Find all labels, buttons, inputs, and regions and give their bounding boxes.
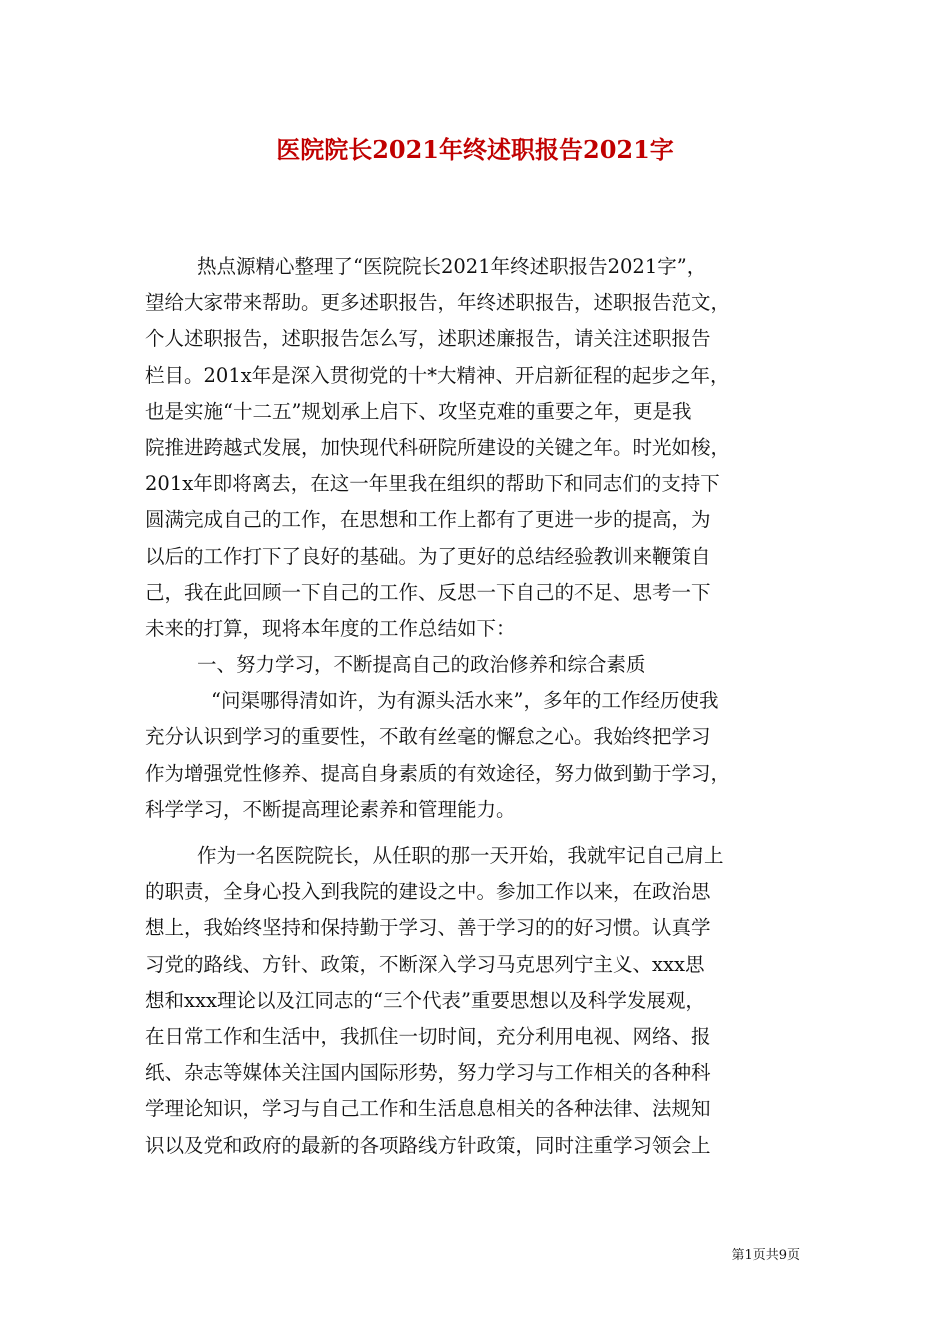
- body-line: 在日常工作和生活中，我抓住一切时间，充分利用电视、网络、报: [145, 1024, 711, 1048]
- body-line: 栏目。201x年是深入贯彻党的十*大精神、开启新征程的起步之年，: [145, 363, 730, 387]
- body-line: 习党的路线、方针、政策，不断深入学习马克思列宁主义、xxx思: [145, 952, 705, 976]
- body-line: 识以及党和政府的最新的各项路线方针政策，同时注重学习领会上: [145, 1133, 711, 1157]
- body-line: 想和xxx理论以及江同志的“三个代表”重要思想以及科学发展观，: [145, 988, 705, 1012]
- body-line: 纸、杂志等媒体关注国内国际形势，努力学习与工作相关的各种科: [145, 1061, 711, 1085]
- body-line: 的职责，全身心投入到我院的建设之中。参加工作以来，在政治思: [145, 880, 711, 904]
- body-line: 热点源精心整理了“医院院长2021年终述职报告2021字”，: [197, 255, 707, 278]
- body-line: 望给大家带来帮助。更多述职报告，年终述职报告，述职报告范文，: [145, 291, 731, 315]
- page-number: 第1页共9页: [731, 1248, 800, 1263]
- body-line: 科学学习，不断提高理论素养和管理能力。: [145, 797, 516, 821]
- body-line: 学理论知识，学习与自己工作和生活息息相关的各种法律、法规知: [145, 1097, 711, 1121]
- body-line: 也是实施“十二五”规划承上启下、攻坚克难的重要之年，更是我: [145, 399, 692, 423]
- document-body: [145, 249, 810, 1164]
- body-line: “问渠哪得清如许，为有源头活水来”，多年的工作经历使我: [211, 689, 719, 713]
- body-line: 作为增强党性修养、提高自身素质的有效途径，努力做到勤于学习，: [145, 761, 731, 785]
- body-line: 201x年即将离去，在这一年里我在组织的帮助下和同志们的支持下: [145, 472, 720, 496]
- body-line: 作为一名医院院长，从任职的那一天开始，我就牢记自己肩上: [197, 844, 724, 867]
- body-line: 院推进跨越式发展，加快现代科研院所建设的关键之年。时光如梭，: [145, 435, 731, 459]
- body-line: 圆满完成自己的工作，在思想和工作上都有了更进一步的提高，为: [145, 508, 711, 532]
- body-line: 个人述职报告，述职报告怎么写，述职述廉报告，请关注述职报告: [145, 327, 711, 351]
- body-line: 充分认识到学习的重要性，不敢有丝毫的懈怠之心。我始终把学习: [145, 725, 711, 749]
- body-line: 想上，我始终坚持和保持勤于学习、善于学习的的好习惯。认真学: [145, 916, 711, 940]
- document-title: 医院院长2021年终述职报告2021字: [276, 135, 674, 164]
- body-line: 己，我在此回顾一下自己的工作、反思一下自己的不足、思考一下: [145, 580, 711, 604]
- body-line: 以后的工作打下了良好的基础。为了更好的总结经验教训来鞭策自: [145, 544, 711, 568]
- section-heading: 一、努力学习，不断提高自己的政治修养和综合素质: [197, 653, 646, 677]
- body-line: 未来的打算，现将本年度的工作总结如下：: [145, 616, 516, 640]
